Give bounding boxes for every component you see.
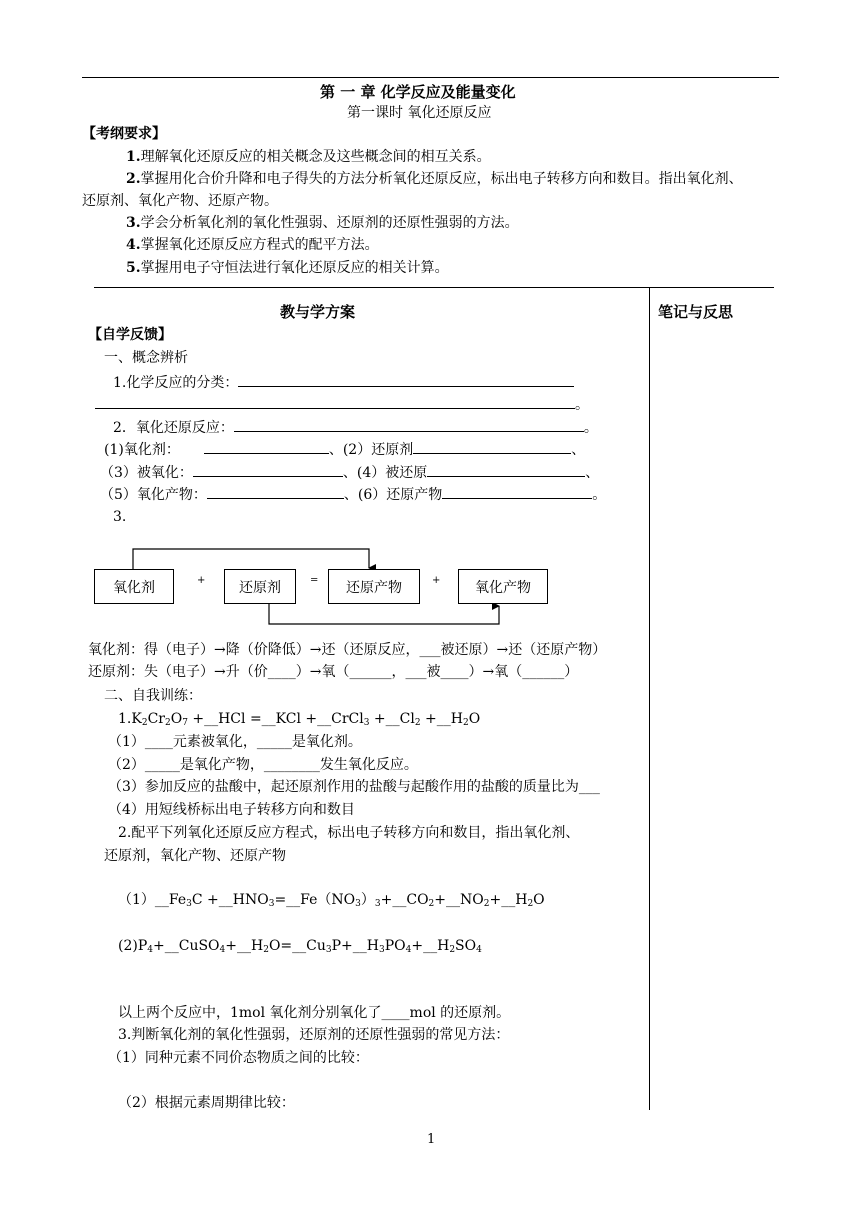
- equation-3: $(2)P_4+\_\_CuSO_4+\_\_H_2O=\_\_Cu_3P+\_\_H_3PO_4+\_\_H_2SO_4$: [118, 938, 482, 955]
- requirement-3: 3.学会分析氧化剂的氧化性强弱、还原剂的还原性强弱的方法。: [126, 215, 519, 231]
- question-2-line-2: 还原剂，氧化产物、还原产物: [104, 848, 286, 864]
- def-line-3: （5）氧化产物： 、(6）还原产物 。: [100, 483, 606, 505]
- summary-question: 以上两个反应中，1mol 氧化剂分别氧化了____mol 的还原剂。: [118, 1005, 511, 1021]
- mnemonic-oxidant: 氧化剂：得（电子）→降（价降低）→还（还原反应，___被还原）→还（还原产物）: [88, 642, 607, 658]
- def-line-2: （3）被氧化： 、(4）被还原 、: [100, 461, 599, 483]
- plus-sign-2: +: [432, 575, 441, 586]
- sub-question-1: （1）____元素被氧化，_____是氧化剂。: [108, 734, 362, 750]
- q1-line-2: 。: [95, 393, 589, 415]
- box-oxidant: 氧化剂: [94, 569, 174, 604]
- method-1: （1）同种元素不同价态物质之间的比较：: [108, 1050, 369, 1066]
- page-number: 1: [427, 1132, 436, 1147]
- box-red-product: 还原产物: [328, 569, 420, 604]
- part-2-heading: 二、自我训练：: [104, 688, 202, 704]
- q3-label: 3.: [113, 509, 127, 525]
- q1-line: 1.化学反应的分类：: [113, 371, 574, 393]
- requirement-1: 1.理解氧化还原反应的相关概念及这些概念间的相互关系。: [126, 149, 491, 165]
- sub-question-2: （2）_____是氧化产物，________发生氧化反应。: [108, 757, 418, 773]
- chapter-title: 第 一 章 化学反应及能量变化: [320, 83, 516, 101]
- sub-question-3: （3）参加反应的盐酸中，起还原剂作用的盐酸与起酸作用的盐酸的质量比为___: [108, 779, 600, 795]
- equation-2: $(1)\_\_Fe_3C$ $+\_\_HNO_3=\_\_Fe(NO_3)_3+\_\_CO_2+\_\_NO_2+\_\_H_2O$: [118, 892, 545, 909]
- question-2-line-1: 2.配平下列氧化还原反应方程式，标出电子转移方向和数目，指出氧化剂、: [118, 825, 580, 841]
- requirement-2-cont: 还原剂、氧化产物、还原产物。: [82, 193, 278, 209]
- main-column-title: 教与学方案: [280, 303, 356, 321]
- requirement-4: 4.掌握氧化还原反应方程式的配平方法。: [126, 237, 379, 253]
- box-reductant: 还原剂: [224, 569, 296, 604]
- equals-sign: =: [310, 575, 319, 586]
- def-line-1: (1)氧化剂： 、(2）还原剂 、: [104, 438, 585, 460]
- mnemonic-reductant: 还原剂：失（电子）→升（价____）→氧（______，___被____）→氧（______）: [88, 664, 579, 680]
- requirements-heading: 【考纲要求】: [82, 126, 166, 142]
- q2-line: 2．氧化还原反应： 。: [113, 416, 598, 438]
- lesson-title: 第一课时 氧化还原反应: [347, 105, 492, 121]
- arrow-reductant-to-ox-product: [269, 604, 499, 624]
- plus-sign-1: +: [197, 575, 206, 586]
- box-ox-product: 氧化产物: [458, 569, 548, 604]
- requirement-2: 2.掌握用化合价升降和电子得失的方法分析氧化还原反应，标出电子转移方向和数目。指出氧化剂、: [126, 171, 743, 187]
- sub-question-4: （4）用短线桥标出电子转移方向和数目: [108, 802, 355, 818]
- arrow-oxidant-to-red-product: [133, 549, 369, 569]
- equation-1: $1.K_2Cr_2O_7$ +__HCl =__KCl +__CrCl$_3$ $+\_\_Cl_2$ $+\_\_H_2O$: [118, 711, 481, 728]
- method-2: （2）根据元素周期律比较：: [118, 1095, 295, 1111]
- requirement-5: 5.掌握用电子守恒法进行氧化还原反应的相关计算。: [126, 260, 449, 276]
- notes-column-title: 笔记与反思: [658, 303, 734, 321]
- question-3: 3.判断氧化剂的氧化性强弱，还原剂的还原性强弱的常见方法：: [118, 1027, 510, 1043]
- self-study-heading: 【自学反馈】: [88, 327, 172, 343]
- part-1-heading: 一、概念辨析: [104, 350, 188, 366]
